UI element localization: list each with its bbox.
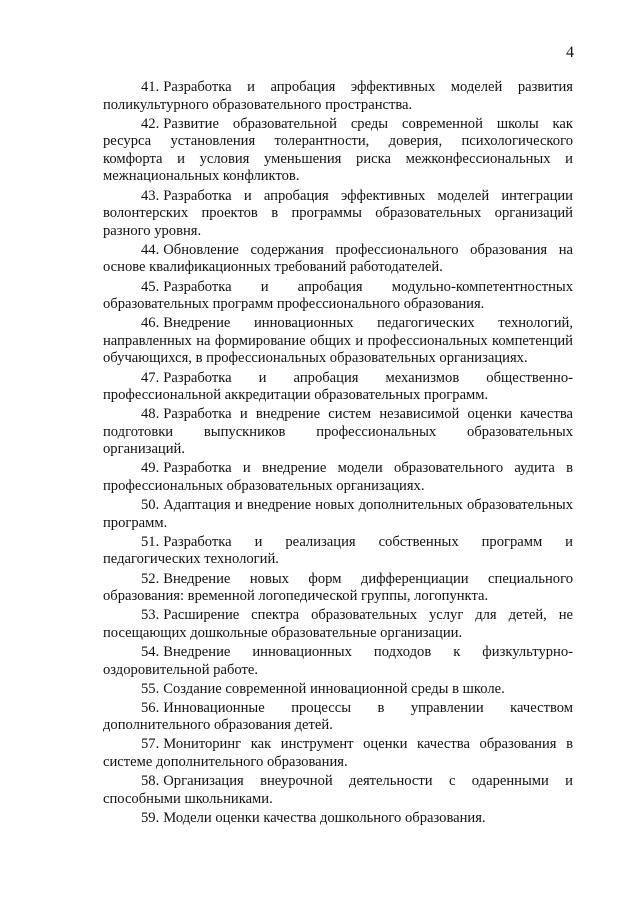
item-number: 54. — [141, 643, 160, 660]
item-text: Разработка и апробация модульно-компетентностных образовательных программ профессионального образования. — [103, 278, 573, 313]
item-text: Разработка и внедрение модели образовательного аудита в профессиональных образовательных организациях. — [103, 460, 573, 495]
item-text: Внедрение инновационных подходов к физкультурно-оздоровительной работе. — [103, 643, 573, 678]
list-item — [103, 370, 573, 405]
list-item — [103, 681, 573, 699]
page-number: 4 — [566, 44, 574, 61]
item-number: 46. — [141, 315, 160, 332]
item-number: 43. — [141, 187, 160, 204]
list-item — [103, 188, 573, 241]
list-item — [103, 700, 573, 735]
list-item — [103, 534, 573, 569]
list-item — [103, 644, 573, 679]
item-text: Разработка и внедрение систем независимой оценки качества подготовки выпускников профессиональных образовательных организаций. — [103, 406, 573, 458]
item-text: Обновление содержания профессионального образования на основе квалификационных требований работодателей. — [103, 241, 573, 276]
item-text: Разработка и реализация собственных программ и педагогических технологий. — [103, 533, 573, 568]
list-item — [103, 315, 573, 368]
item-number: 42. — [141, 115, 160, 132]
list-item — [103, 607, 573, 642]
item-text: Инновационные процессы в управлении качеством дополнительного образования детей. — [103, 699, 573, 734]
item-number: 58. — [141, 773, 160, 790]
list-item — [103, 571, 573, 606]
item-number: 52. — [141, 570, 160, 587]
item-number: 49. — [141, 460, 160, 477]
item-text: Адаптация и внедрение новых дополнительных образовательных программ. — [103, 497, 573, 531]
item-text: Разработка и апробация эффективных моделей развития поликультурного образовательного пространства. — [103, 79, 573, 113]
item-number: 59. — [141, 809, 160, 826]
list-item — [103, 116, 573, 186]
list-item — [103, 773, 573, 808]
item-text: Модели оценки качества дошкольного образования. — [163, 809, 486, 826]
list-item — [103, 406, 573, 459]
list-item — [103, 79, 573, 114]
item-text: Разработка и апробация механизмов общественно-профессиональной аккредитации образовательных программ. — [103, 369, 573, 404]
item-text: Внедрение инновационных педагогических технологий, направленных на формирование общих и профессиональных компетенций обучающихся, в профессиональных образовательных организациях. — [103, 315, 573, 367]
list-item — [103, 810, 573, 828]
numbered-list — [103, 79, 573, 829]
item-text: Разработка и апробация эффективных моделей интеграции волонтерских проектов в программы образовательных организаций разного уровня. — [103, 187, 573, 239]
list-item — [103, 242, 573, 277]
item-text: Мониторинг как инструмент оценки качества образования в системе дополнительного образования. — [103, 736, 573, 770]
item-number: 57. — [141, 736, 160, 753]
item-number: 41. — [141, 79, 160, 95]
item-number: 51. — [141, 533, 160, 550]
item-number: 44. — [141, 241, 160, 258]
list-item — [103, 279, 573, 314]
item-text: Создание современной инновационной среды в школе. — [163, 680, 505, 697]
list-item — [103, 497, 573, 532]
item-number: 53. — [141, 607, 160, 624]
item-number: 55. — [141, 680, 160, 697]
item-number: 50. — [141, 497, 160, 514]
item-number: 48. — [141, 406, 160, 423]
item-text: Развитие образовательной среды современной школы как ресурса установления толерантности, доверия, психологического комфорта и условия уменьшения риска межконфессиональных и межнациональных конфликтов. — [103, 115, 573, 185]
item-text: Расширение спектра образовательных услуг для детей, не посещающих дошкольные образовательные организации. — [103, 607, 573, 641]
item-text: Внедрение новых форм дифференциации специального образования: временной логопедической группы, логопункта. — [103, 570, 573, 605]
item-text: Организация внеурочной деятельности с одаренными и способными школьниками. — [103, 773, 573, 807]
item-number: 47. — [141, 369, 160, 386]
item-number: 56. — [141, 699, 160, 716]
list-item — [103, 736, 573, 771]
list-item — [103, 460, 573, 495]
item-number: 45. — [141, 278, 160, 295]
